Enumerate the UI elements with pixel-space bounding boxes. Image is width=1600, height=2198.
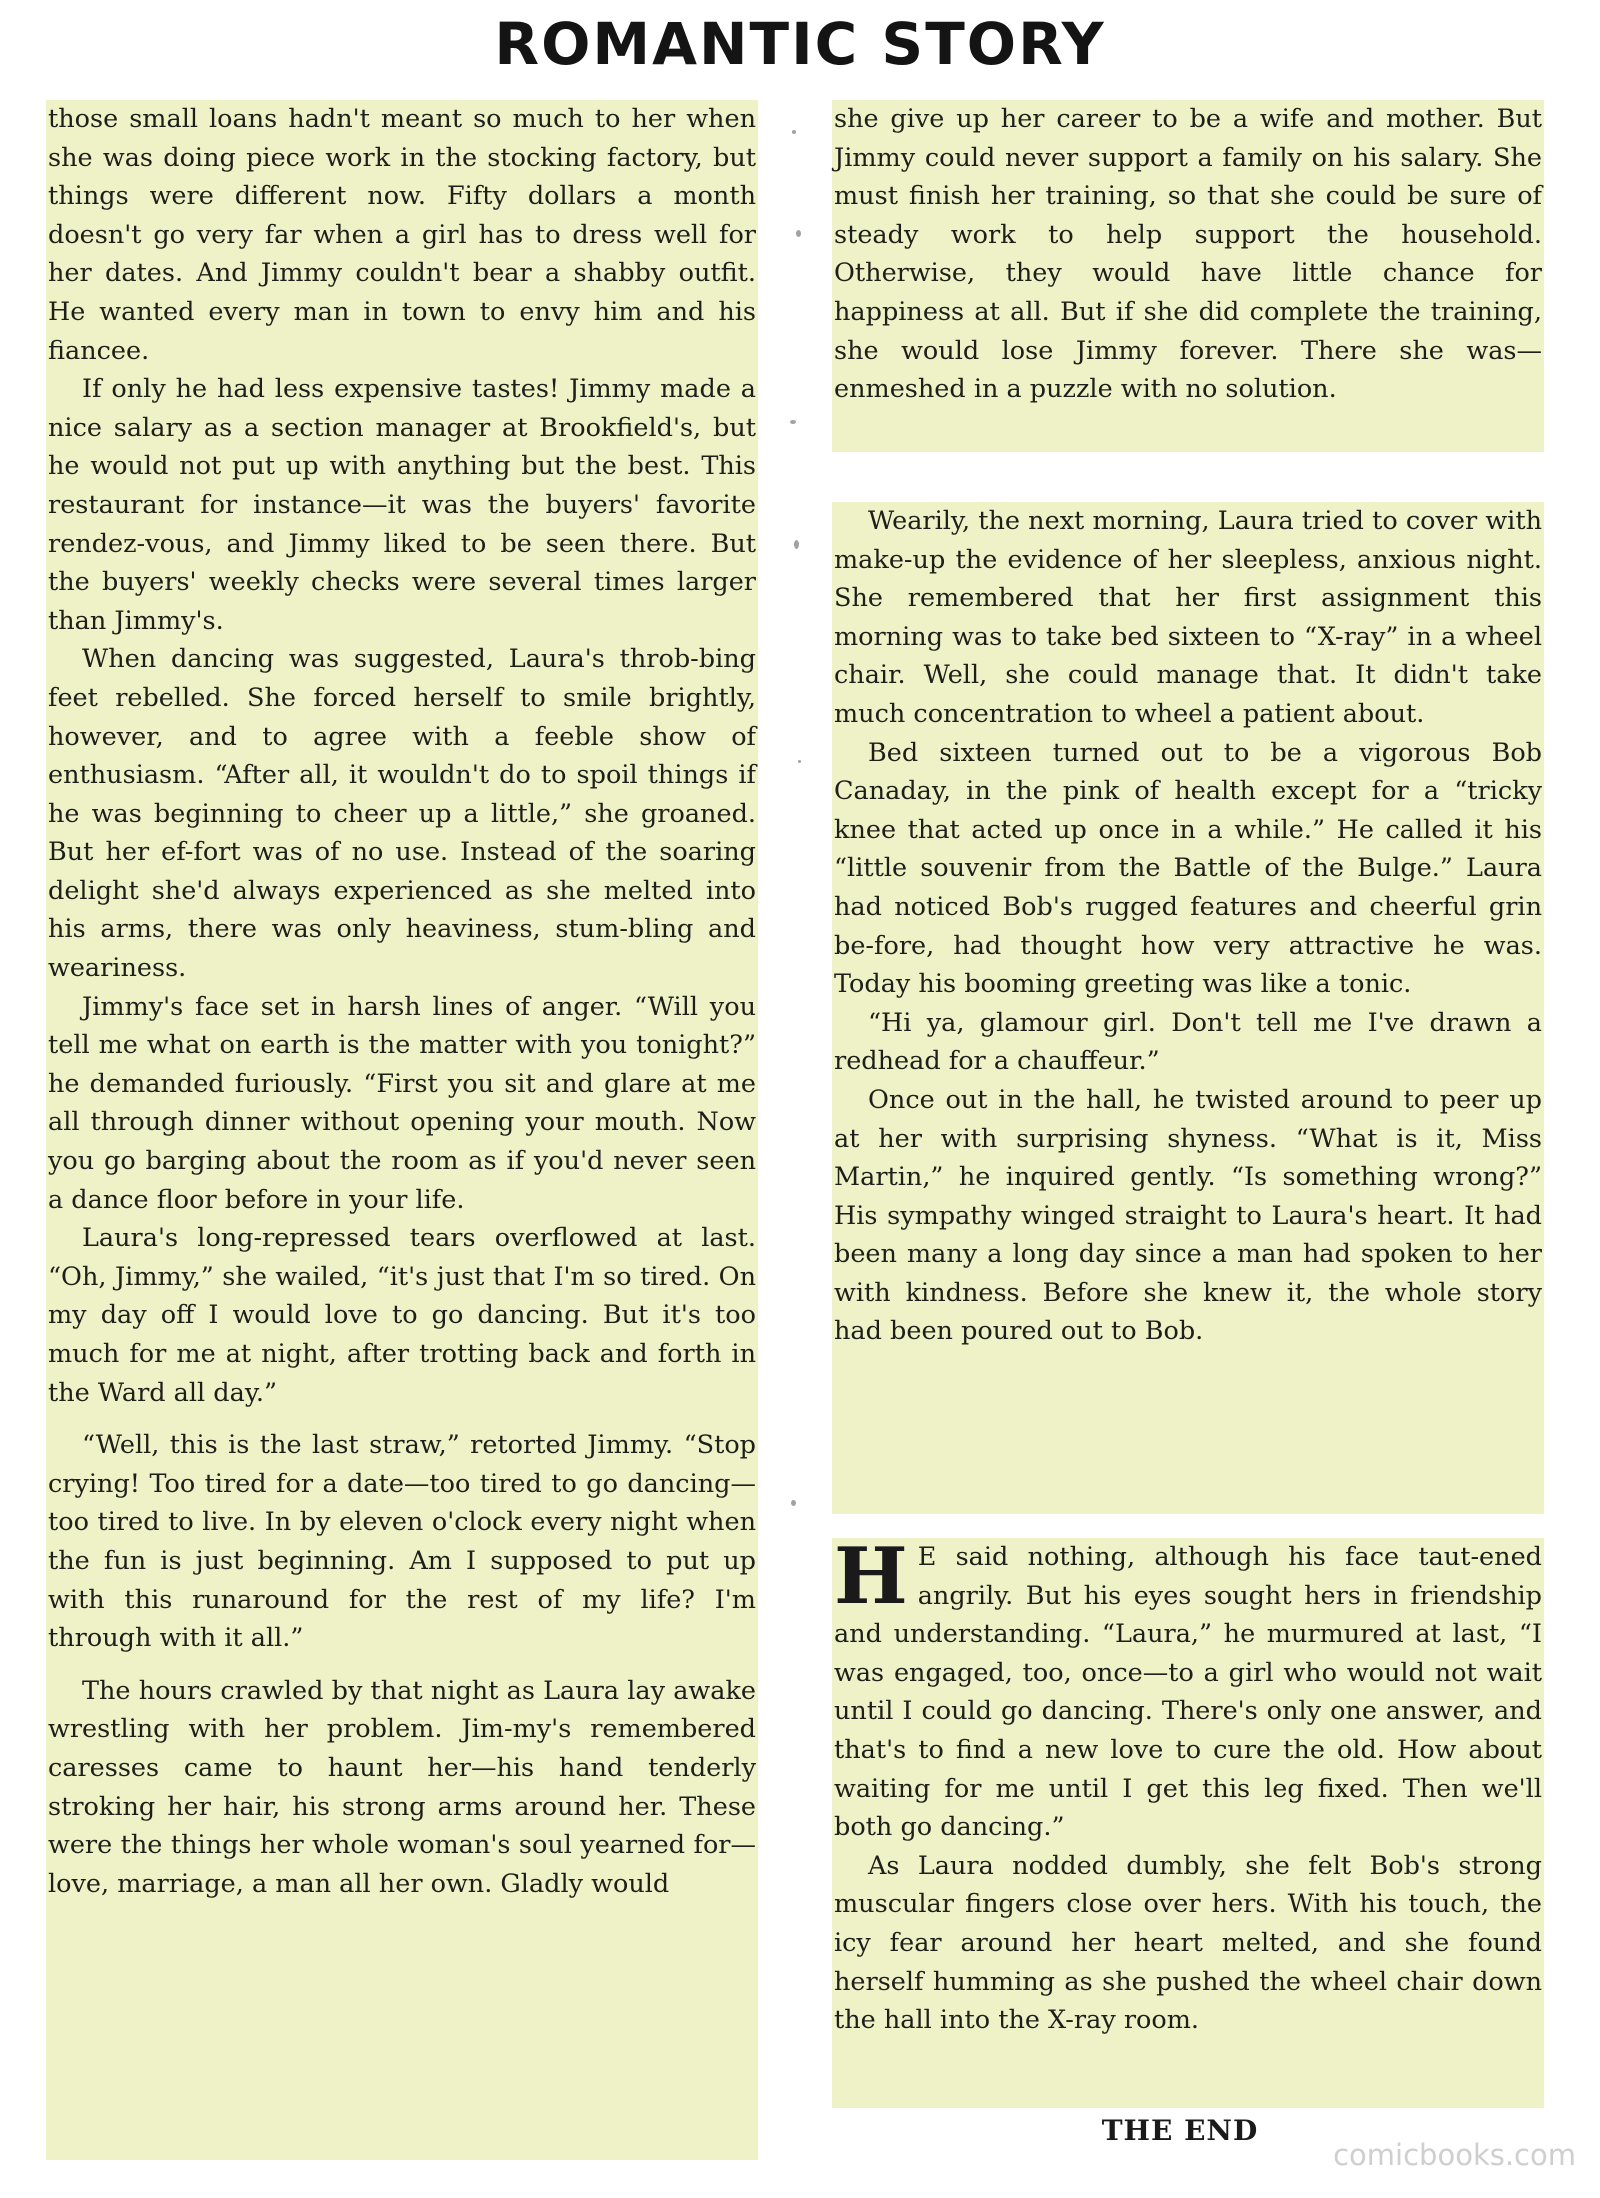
print-speck-decoration — [791, 1500, 796, 1506]
left-text-column — [46, 100, 758, 2160]
the-end-label: THE END — [1101, 2114, 1259, 2147]
right-text-column-top — [832, 100, 1544, 452]
paragraph: As Laura nodded dumbly, she felt Bob's strong muscular fingers close over hers. With his touch, the icy fear around her heart melted, and she found herself humming as she pushed the wheel chair down the hall into the X-ray room. — [834, 1850, 1542, 2036]
print-speck-decoration — [798, 760, 801, 763]
paragraph: Wearily, the next morning, Laura tried to cover with make-up the evidence of her sleepless, anxious night. She remembered that her first assignment this morning was to take bed sixteen to “X-ray” in a wheel chair. Well, she could manage that. It didn't take much concentration to wheel a patient about. — [834, 506, 1542, 729]
paragraph: she give up her career to be a wife and mother. But Jimmy could never support a family on his salary. She must finish her training, so that she could be sure of steady work to help support the household. Otherwise, they would have little chance for happiness at all. But if she did complete the training, she would lose Jimmy forever. There she was—enmeshed in a puzzle with no solution. — [834, 104, 1542, 405]
paragraph: When dancing was suggested, Laura's throb-bing feet rebelled. She forced herself to smile brightly, however, and to agree with a feeble show of enthusiasm. “After all, it wouldn't do to spoil things if he was beginning to cheer up a little,” she groaned. But her ef-fort was of no use. Instead of the soaring delight she'd always experienced as she melted into his arms, there was only heaviness, stum-bling and weariness. — [48, 644, 756, 984]
paragraph: Once out in the hall, he twisted around to peer up at her with surprising shyness. “What is it, Miss Martin,” he inquired gently. “Is something wrong?” His sympathy winged straight to Laura's heart. It had been many a long day since a man had spoken to her with kindness. Before she knew it, the whole story had been poured out to Bob. — [834, 1084, 1542, 1347]
paragraph: Jimmy's face set in harsh lines of anger. “Will you tell me what on earth is the matter with you tonight?” he demanded furiously. “First you sit and glare at me all through dinner without opening your mouth. Now you go barging about the room as if you'd never seen a dance floor before in your life. — [48, 991, 756, 1215]
print-speck-decoration — [792, 130, 796, 134]
paragraph-text: E said nothing, although his face taut-ened angrily. But his eyes sought hers in friendship and understanding. “Laura,” he murmured at last, “I was engaged, too, once—to a girl who would not wait until I could go dancing. There's only one answer, and that's to find a new love to cure the old. How about waiting for me until I get this leg fixed. Then we'll both go dancing.” — [834, 1542, 1542, 1843]
print-speck-decoration — [790, 420, 796, 424]
right-text-column-middle — [832, 502, 1544, 1514]
watermark-text: comicbooks.com — [1333, 2138, 1576, 2172]
paragraph: those small loans hadn't meant so much to her when she was doing piece work in the stocking factory, but things were different now. Fifty dollars a month doesn't go very far when a girl has to dress well for her dates. And Jimmy couldn't bear a shabby outfit. He wanted every man in town to envy him and his fiancee. — [48, 104, 756, 366]
print-speck-decoration — [794, 540, 799, 549]
paragraph: If only he had less expensive tastes! Jimmy made a nice salary as a section manager at Brookfield's, but he would not put up with anything but the best. This restaurant for instance—it was the buyers' favorite rendez-vous, and Jimmy liked to be seen there. But the buyers' weekly checks were several times larger than Jimmy's. — [48, 374, 756, 636]
paragraph: Laura's long-repressed tears overflowed at last. “Oh, Jimmy,” she wailed, “it's just that I'm so tired. On my day off I would love to go dancing. But it's too much for me at night, after trotting back and forth in the Ward all day.” — [48, 1223, 756, 1408]
paragraph: “Well, this is the last straw,” retorted Jimmy. “Stop crying! Too tired for a date—too tired to go dancing—too tired to live. In by eleven o'clock every night when the fun is just beginning. Am I supposed to put up with this runaround for the rest of my life? I'm through with it all.” — [48, 1430, 756, 1654]
drop-cap-paragraph — [834, 1531, 1542, 1847]
paragraph: Bed sixteen turned out to be a vigorous Bob Canaday, in the pink of health except for a “tricky knee that acted up once in a while.” He called it his “little souvenir from the Battle of the Bulge.” Laura had noticed Bob's rugged features and cheerful grin be-fore, had thought how very attractive he was. Today his booming greeting was like a tonic. — [834, 737, 1542, 1000]
page-title: ROMANTIC STORY — [494, 10, 1106, 78]
right-text-column-bottom — [832, 1531, 1544, 2108]
paragraph: The hours crawled by that night as Laura lay awake wrestling with her problem. Jim-my's remembered caresses came to haunt her—his hand tenderly stroking her hair, his strong arms around her. These were the things her whole woman's soul yearned for—love, marriage, a man all her own. Gladly would — [48, 1675, 756, 1899]
print-speck-decoration — [796, 230, 801, 237]
paragraph: “Hi ya, glamour girl. Don't tell me I've drawn a redhead for a chauffeur.” — [834, 1007, 1542, 1077]
drop-cap-letter: H — [834, 1531, 908, 1622]
